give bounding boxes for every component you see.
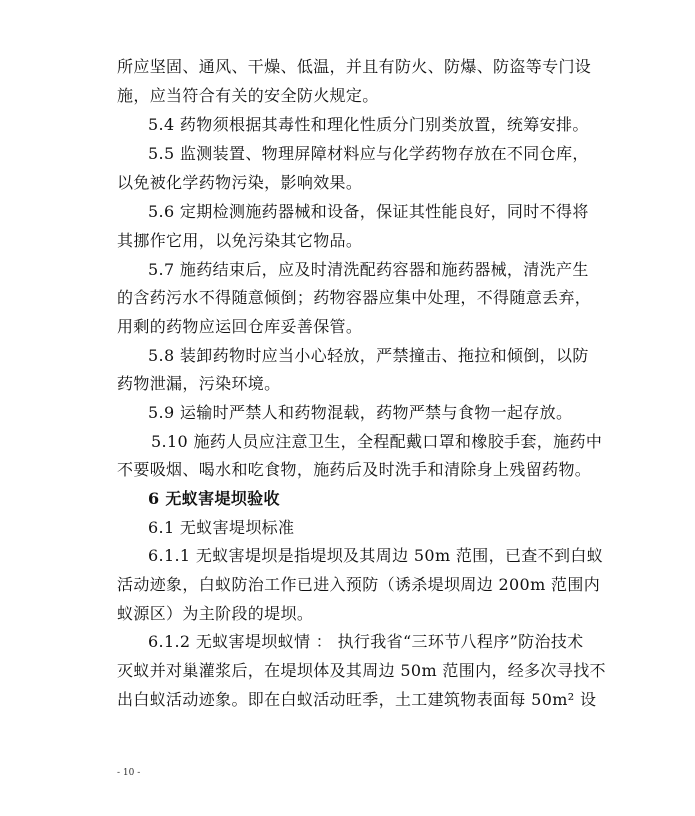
subsection-heading: 6.1 无蚁害堤坝标准 [148, 518, 295, 537]
text-line: 出白蚁活动迹象。即在白蚁活动旺季，土工建筑物表面每 50m² 设 [117, 690, 597, 709]
page-number: - 10 - [117, 768, 141, 778]
text-line: 5.4 药物须根据其毒性和理化性质分门别类放置，统筹安排。 [148, 115, 589, 134]
text-line: 5.7 施药结束后，应及时清洗配药容器和施药器械，清洗产生 [148, 260, 589, 279]
text-line: 以免被化学药物污染，影响效果。 [117, 173, 363, 192]
text-line: 5.8 装卸药物时应当小心轻放，严禁撞击、拖拉和倾倒，以防 [148, 346, 589, 365]
text-line: 活动迹象，白蚁防治工作已进入预防（诱杀堤坝周边 200m 范围内 [117, 575, 601, 594]
text-line: 5.5 监测装置、物理屏障材料应与化学药物存放在不同仓库， [148, 144, 589, 163]
text-line: 施，应当符合有关的安全防火规定。 [117, 86, 379, 105]
text-line: 5.9 运输时严禁人和药物混载，药物严禁与食物一起存放。 [148, 403, 573, 422]
text-line: 5.10 施药人员应注意卫生，全程配戴口罩和橡胶手套，施药中 [151, 432, 603, 451]
text-line: 的含药污水不得随意倾倒；药物容器应集中处理，不得随意丢弃， [117, 288, 592, 307]
text-line: 蚁源区）为主阶段的堤坝。 [117, 604, 314, 623]
text-line: 5.6 定期检测施药器械和设备，保证其性能良好，同时不得将 [148, 202, 589, 221]
text-line: 用剩的药物应运回仓库妥善保管。 [117, 317, 363, 336]
text-line: 药物泄漏，污染环境。 [117, 374, 281, 393]
section-heading: 6 无蚁害堤坝验收 [148, 489, 280, 508]
text-line: 不要吸烟、喝水和吃食物，施药后及时洗手和清除身上残留药物。 [117, 460, 592, 479]
text-line: 所应坚固、通风、干燥、低温，并且有防火、防爆、防盗等专门设 [117, 57, 592, 76]
text-line: 6.1.1 无蚁害堤坝是指堤坝及其周边 50m 范围，已查不到白蚁 [148, 546, 604, 565]
text-line: 6.1.2 无蚁害堤坝蚁情 ： 执行我省“三环节八程序”防治技术 [148, 632, 584, 651]
text-line: 灭蚁并对巢灌浆后，在堤坝体及其周边 50m 范围内，经多次寻找不 [117, 661, 606, 680]
text-line: 其挪作它用，以免污染其它物品。 [117, 231, 363, 250]
